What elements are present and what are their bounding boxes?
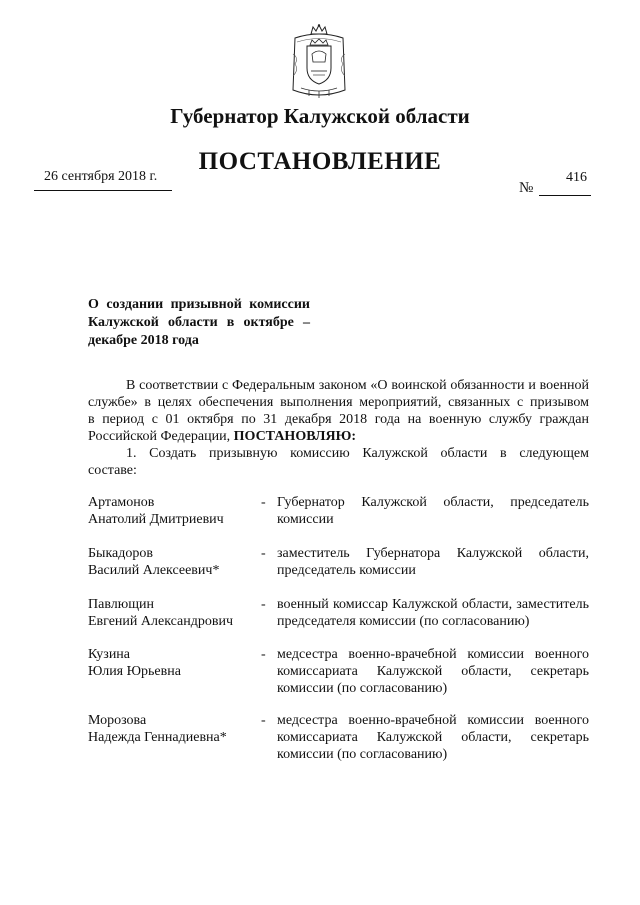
- member-role-line: комиссариата Калужской области, секретарь: [277, 664, 589, 679]
- preamble-line: службе» в целях обеспечения выполнения мероприятий, связанных с призывом: [88, 395, 589, 410]
- member-surname: Быкадоров: [88, 546, 153, 561]
- member-name: [88, 494, 258, 528]
- coat-of-arms-emblem: [289, 24, 349, 100]
- item-1-line: 1. Создать призывную комиссию Калужской области в следующем: [126, 446, 589, 461]
- member-role-line: комиссии (по согласованию): [277, 747, 448, 762]
- issuing-authority: Губернатор Калужской области: [170, 104, 470, 128]
- member-role-line: медсестра военно-врачебной комиссии военного: [277, 713, 589, 728]
- member-role: [277, 596, 589, 630]
- member-role-line: медсестра военно-врачебной комиссии военного: [277, 647, 589, 662]
- member-dash: -: [261, 546, 266, 561]
- member-dash: -: [261, 597, 266, 612]
- member-role: [277, 712, 589, 763]
- member-surname: Морозова: [88, 713, 147, 728]
- member-role: [277, 545, 589, 579]
- member-given-names: Юлия Юрьевна: [88, 664, 181, 679]
- preamble-line: В соответствии с Федеральным законом «О воинской обязанности и военной: [126, 378, 589, 393]
- decree-keyword: ПОСТАНОВЛЯЮ:: [233, 429, 356, 444]
- member-dash: -: [261, 647, 266, 662]
- member-given-names: Анатолий Дмитриевич: [88, 512, 224, 527]
- number-sign: №: [519, 180, 534, 196]
- member-given-names: Надежда Геннадиевна*: [88, 730, 227, 745]
- member-role-line: комиссии: [277, 512, 334, 527]
- item-1-line: составе:: [88, 463, 137, 478]
- document-number: 416: [566, 170, 587, 185]
- member-name: [88, 596, 258, 630]
- document-date: 26 сентября 2018 г.: [44, 169, 158, 184]
- member-given-names: Евгений Александрович: [88, 614, 234, 629]
- title-line: Калужской области в октябре –: [88, 315, 310, 330]
- title-line: О создании призывной комиссии: [88, 297, 310, 312]
- member-role: [277, 494, 589, 528]
- member-given-names: Василий Алексеевич*: [88, 563, 220, 578]
- member-role-line: Губернатор Калужской области, председатель: [277, 495, 589, 510]
- member-name: [88, 646, 258, 680]
- member-role-line: председателя комиссии (по согласованию): [277, 614, 530, 629]
- item-1-paragraph: [88, 445, 589, 479]
- member-role-line: комиссии (по согласованию): [277, 681, 448, 696]
- title-line: декабре 2018 года: [88, 333, 199, 348]
- preamble-paragraph: [88, 377, 589, 445]
- member-role-line: заместитель Губернатора Калужской области,: [277, 546, 589, 561]
- member-role-line: военный комиссар Калужской области, заместитель: [277, 597, 589, 612]
- member-role-line: председатель комиссии: [277, 563, 416, 578]
- preamble-line: в период с 01 октября по 31 декабря 2018 года на военную службу граждан: [88, 412, 589, 427]
- member-surname: Павлющин: [88, 597, 154, 612]
- member-role-line: комиссариата Калужской области, секретарь: [277, 730, 589, 745]
- member-dash: -: [261, 713, 266, 728]
- member-role: [277, 646, 589, 697]
- member-dash: -: [261, 495, 266, 510]
- member-name: [88, 712, 258, 746]
- member-name: [88, 545, 258, 579]
- document-title: [88, 296, 310, 350]
- date-underline: [34, 190, 172, 191]
- member-surname: Артамонов: [88, 495, 155, 510]
- preamble-last-line: [88, 428, 589, 445]
- member-surname: Кузина: [88, 647, 131, 662]
- preamble-line-text: Российской Федерации,: [88, 429, 234, 444]
- document-type-heading: ПОСТАНОВЛЕНИЕ: [198, 148, 442, 175]
- number-underline: [539, 195, 591, 196]
